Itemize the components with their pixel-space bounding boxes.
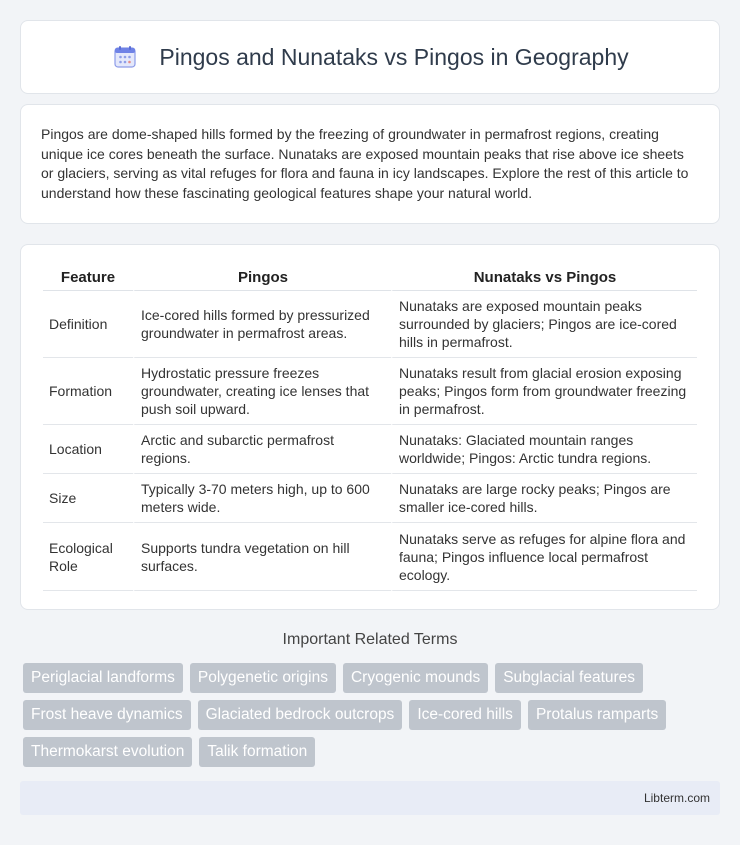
cell-comparison: Nunataks are large rocky peaks; Pingos are smaller ice-cored hills. [391, 474, 697, 523]
tag-protalus-ramparts[interactable]: Protalus ramparts [528, 700, 666, 730]
comparison-card [20, 244, 720, 610]
cell-comparison: Nunataks: Glaciated mountain ranges worldwide; Pingos: Arctic tundra regions. [391, 425, 697, 474]
table-header-row [43, 265, 697, 291]
calendar-icon [111, 43, 139, 71]
cell-pingos: Arctic and subarctic permafrost regions. [133, 425, 391, 474]
cell-feature: Definition [43, 291, 133, 358]
cell-pingos: Hydrostatic pressure freezes groundwater, creating ice lenses that push soil upward. [133, 358, 391, 425]
tag-ice-cored-hills[interactable]: Ice-cored hills [409, 700, 521, 730]
tag-cryogenic-mounds[interactable]: Cryogenic mounds [343, 663, 488, 693]
header-pingos: Pingos [133, 265, 391, 291]
tag-glaciated-bedrock-outcrops[interactable]: Glaciated bedrock outcrops [198, 700, 403, 730]
tag-row [23, 737, 723, 767]
tag-subglacial-features[interactable]: Subglacial features [495, 663, 643, 693]
table-row [43, 291, 697, 358]
tag-frost-heave-dynamics[interactable]: Frost heave dynamics [23, 700, 191, 730]
cell-pingos: Ice-cored hills formed by pressurized groundwater in permafrost areas. [133, 291, 391, 358]
cell-feature: Ecological Role [43, 523, 133, 591]
tag-periglacial-landforms[interactable]: Periglacial landforms [23, 663, 183, 693]
related-terms-list [23, 663, 723, 774]
cell-feature: Size [43, 474, 133, 523]
comparison-table [43, 265, 697, 591]
cell-comparison: Nunataks are exposed mountain peaks surrounded by glaciers; Pingos are ice-cored hills in permafrost. [391, 291, 697, 358]
table-row [43, 358, 697, 425]
cell-feature: Location [43, 425, 133, 474]
table-row [43, 474, 697, 523]
tag-thermokarst-evolution[interactable]: Thermokarst evolution [23, 737, 192, 767]
cell-pingos: Typically 3-70 meters high, up to 600 meters wide. [133, 474, 391, 523]
cell-feature: Formation [43, 358, 133, 425]
intro-card [20, 104, 720, 224]
page-title: Pingos and Nunataks vs Pingos in Geography [159, 43, 629, 70]
cell-pingos: Supports tundra vegetation on hill surfaces. [133, 523, 391, 591]
header-feature: Feature [43, 265, 133, 291]
header-card [20, 20, 720, 94]
table-row [43, 425, 697, 474]
footer [20, 781, 720, 815]
tag-row [23, 700, 723, 730]
tag-row [23, 663, 723, 693]
tag-talik-formation[interactable]: Talik formation [199, 737, 315, 767]
intro-text: Pingos are dome-shaped hills formed by the freezing of groundwater in permafrost regions, creating unique ice cores beneath the surface. Nunataks are exposed mountain peaks that rise above ice sheets or glaciers, serving as vital refuges for flora and fauna in icy landscapes. Explore the rest of this article to understand how these fascinating geological features shape your natural world. [41, 126, 689, 201]
cell-comparison: Nunataks result from glacial erosion exposing peaks; Pingos form from groundwater freezing in permafrost. [391, 358, 697, 425]
related-terms-title: Important Related Terms [282, 631, 458, 648]
footer-site-link[interactable]: Libterm.com [643, 791, 710, 805]
cell-comparison: Nunataks serve as refuges for alpine flora and fauna; Pingos influence local permafrost ecology. [391, 523, 697, 591]
table-row [43, 523, 697, 591]
header-nunataks-vs-pingos: Nunataks vs Pingos [391, 265, 697, 291]
tag-polygenetic-origins[interactable]: Polygenetic origins [190, 663, 336, 693]
